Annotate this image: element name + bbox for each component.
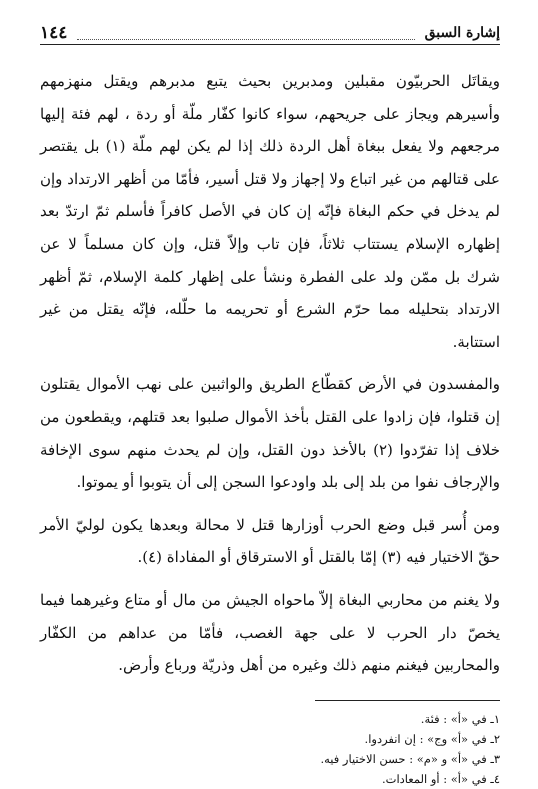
paragraph: ومن أُسر قبل وضع الحرب أوزارها قتل لا محالة وبعدها يكون لوليّ الأمر حقّ الاختيار فيه (٣) إمّا بالقتل أو الاسترقاق أو المفاداة (٤). — [40, 515, 500, 567]
header-dotted-leader — [77, 27, 414, 40]
running-title: إشارة السبق — [424, 25, 500, 41]
footnote: ٢ـ في «أ» وج» : إن انفردوا. — [364, 731, 500, 746]
paragraph: ولا يغنم من محاربي البغاة إلاّ ماحواه الجيش من مال أو متاع وغيرهما فيما يخصّ دار الحرب لا على جهة الغصب، فأمّا من عداهم من الكفّار والمحاربين فيغنم منهم ذلك وغيره من أهل وذريّة ورباع وأرض. — [40, 590, 500, 675]
page-header — [40, 22, 500, 45]
page-body — [40, 65, 500, 682]
footnote: ٣ـ في «أ» و «م» : حسن الاختيار فيه. — [320, 751, 500, 766]
paragraph: والمفسدون في الأرض كقطّاع الطريق والواثبين على نهب الأموال يقتلون إن قتلوا، فإن زادوا على القتل بأخذ الأموال صلبوا بعد قتلهم، ويقطعون من خلاف إذا تفرّدوا (٢) بالأخذ دون القتل، وإن لم يحدث منهم سوى الإخافة والإرجاف نفوا من بلد إلى بلد واودعوا السجن إلى أن يتوبوا أو يموتوا. — [40, 375, 501, 492]
footnote: ١ـ في «أ» : فئة. — [420, 711, 500, 726]
paragraph: ويقاتَل الحربيّون مقبلين ومدبرين بحيث يتبع مدبرهم ويقتل منهزمهم وأسيرهم ويجاز على جريحهم، سواء كانوا كفّار ملّة أو ردة ، لهم فئة إليها مرجعهم ولا يفعل ببغاة أهل الردة ذلك إذا لم يكن لهم ملّة (١) بل يقتصر على قتالهم من غير اتباع ولا إجهاز ولا قتل أسير، فأمّا من أظهر الارتداد وإن لم يدخل في حكم البغاة فإنّه إن كان في الأصل كافراً فأسلم ثمّ ارتدّ بعد إظهاره الإسلام يستتاب ثلاثاً، فإن تاب وإلاّ قتل، وإن كان مسلماً لا عن شرك بل ممّن ولد على الفطرة ونشأ على إظهار كلمة الإسلام، ثمّ أظهر الارتداد بتحليله مما حرّم الشرع أو تحريمه ما حلّله، فإنّه يقتل من غير استتابة. — [40, 72, 500, 351]
page-number: ١٤٤ — [40, 23, 68, 43]
footnotes — [315, 700, 500, 789]
footnote: ٤ـ في «أ» : أو المعادات. — [381, 771, 500, 786]
book-page — [40, 22, 500, 789]
